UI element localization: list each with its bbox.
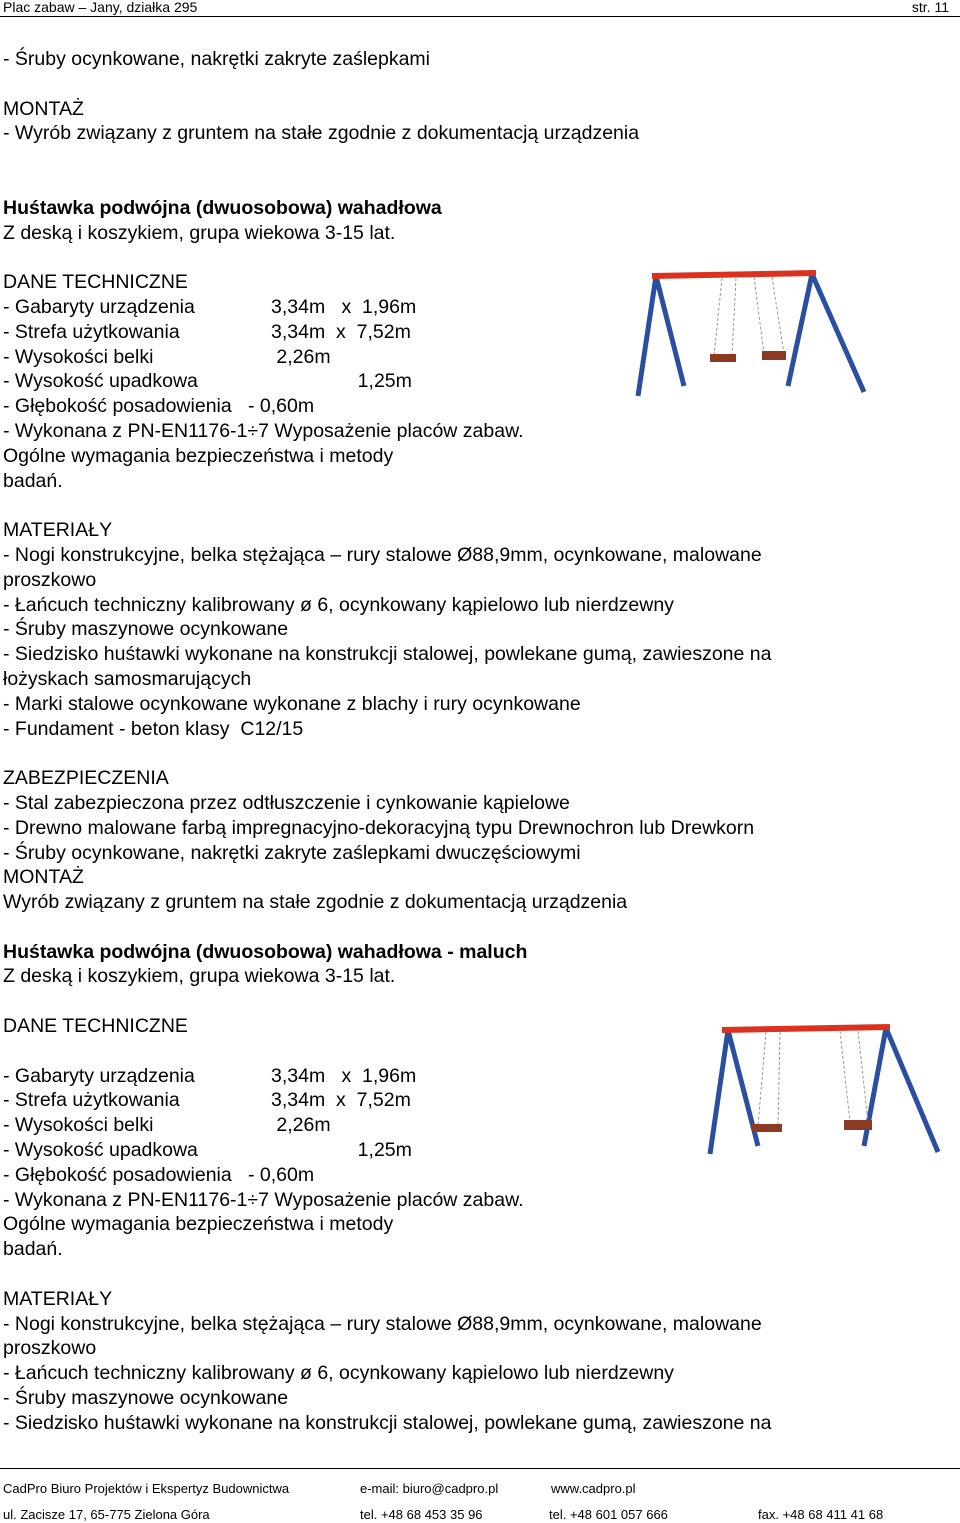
text-line: - Głębokość posadowienia - 0,60m [3,1163,315,1186]
product-title: Huśtawka podwójna (dwuosobowa) wahadłowa - maluch [3,940,528,963]
spec-row: - Wysokości belki 2,26m [3,1114,331,1137]
text-line: - Wykonana z PN-EN1176-1÷7 Wyposażenie placów zabaw. [3,1188,524,1211]
footer-phone: tel. +48 68 453 35 96 [360,1507,483,1522]
text-line: - Nogi konstrukcyjne, belka stężająca – rury stalowe Ø88,9mm, ocynkowane, malowane [3,543,762,566]
text-line: proszkowo [3,1337,97,1360]
text-line: - Drewno malowane farbą impregnacyjno-dekoracyjną typu Drewnochron lub Drewkorn [3,816,755,839]
section-heading: DANE TECHNICZNE [3,271,188,294]
text-line: - Siedzisko huśtawki wykonane na konstrukcji stalowej, powlekane gumą, zawieszone na [3,1411,772,1434]
header-title: Plac zabaw – Jany, działka 295 [3,0,198,15]
text-line: - Fundament - beton klasy C12/15 [3,717,304,740]
text-line: - Śruby maszynowe ocynkowane [3,618,289,641]
text-line: proszkowo [3,568,97,591]
text-line: Ogólne wymagania bezpieczeństwa i metody [3,1213,394,1236]
swing-illustration [632,268,877,403]
page-number: str. 11 [911,0,949,15]
footer-email[interactable]: e-mail: biuro@cadpro.pl [360,1481,499,1496]
text-line: - Stal zabezpieczona przez odtłuszczenie i cynkowanie kąpielowe [3,791,570,814]
swing-illustration [700,1022,945,1162]
text-line: - Łańcuch techniczny kalibrowany ø 6, ocynkowany kąpielowo lub nierdzewny [3,593,674,616]
text-line: łożyskach samosmarujących [3,667,252,690]
text-line: - Siedzisko huśtawki wykonane na konstrukcji stalowej, powlekane gumą, zawieszone na [3,643,772,666]
text-line: badań. [3,469,63,492]
section-heading: MONTAŻ [3,866,84,889]
text-line: - Śruby ocynkowane, nakrętki zakryte zaślepkami [3,48,431,70]
footer-phone: tel. +48 601 057 666 [549,1507,668,1522]
text-line: - Nogi konstrukcyjne, belka stężająca – rury stalowe Ø88,9mm, ocynkowane, malowane [3,1312,762,1335]
footer-address: ul. Zacisze 17, 65-775 Zielona Góra [3,1507,210,1522]
product-subtitle: Z deską i koszykiem, grupa wiekowa 3-15 lat. [3,221,396,244]
section-heading: ZABEZPIECZENIA [3,767,169,790]
text-line: - Marki stalowe ocynkowane wykonane z blachy i rury ocynkowane [3,692,581,715]
section-heading: MONTAŻ [3,97,84,120]
text-line: Wyrób związany z gruntem na stałe zgodnie z dokumentacją urządzenia [3,891,628,914]
product-title: Huśtawka podwójna (dwuosobowa) wahadłowa [3,196,442,219]
text-line: Ogólne wymagania bezpieczeństwa i metody [3,444,394,467]
spec-row: - Strefa użytkowania 3,34m x 7,52m [3,320,411,343]
spec-row: - Wysokości belki 2,26m [3,345,331,368]
spec-row: - Wysokość upadkowa 1,25m [3,1139,412,1162]
text-line: - Wyrób związany z gruntem na stałe zgodnie z dokumentacją urządzenia [3,122,640,145]
spec-row: - Gabaryty urządzenia 3,34m x 1,96m [3,1064,417,1087]
text-line: - Wykonana z PN-EN1176-1÷7 Wyposażenie placów zabaw. [3,419,524,442]
text-line: - Śruby ocynkowane, nakrętki zakryte zaślepkami dwuczęściowymi [3,841,581,864]
section-heading: DANE TECHNICZNE [3,1015,188,1038]
document-body [3,47,958,1436]
footer-company: CadPro Biuro Projektów i Ekspertyz Budownictwa [3,1481,290,1496]
section-heading: MATERIAŁY [3,519,113,542]
spec-row: - Wysokość upadkowa 1,25m [3,370,412,393]
spec-row: - Strefa użytkowania 3,34m x 7,52m [3,1089,411,1112]
section-heading: MATERIAŁY [3,1287,113,1310]
product-subtitle: Z deską i koszykiem, grupa wiekowa 3-15 lat. [3,965,396,988]
page-header [0,0,960,16]
text-line: - Śruby maszynowe ocynkowane [3,1387,289,1410]
header-divider [0,16,960,17]
text-line: - Głębokość posadowienia - 0,60m [3,395,315,418]
text-line: badań. [3,1238,63,1261]
footer-fax: fax. +48 68 411 41 68 [758,1507,884,1522]
footer-divider [0,1468,960,1469]
spec-row: - Gabaryty urządzenia 3,34m x 1,96m [3,295,417,318]
footer-website[interactable]: www.cadpro.pl [551,1481,636,1496]
text-line: - Łańcuch techniczny kalibrowany ø 6, ocynkowany kąpielowo lub nierdzewny [3,1362,674,1385]
